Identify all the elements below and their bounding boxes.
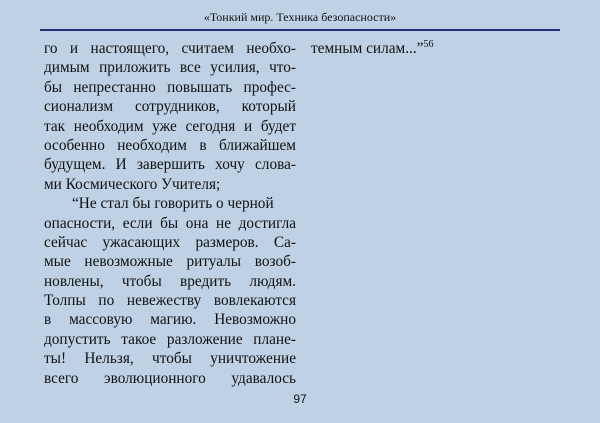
text-line-1: го и настоящего, считаем необхо- (44, 40, 296, 57)
text-line-7: будущем. И завершить хочу слова- (44, 156, 296, 174)
running-header-title: «Тонкий мир. Техника безопасности» (203, 10, 397, 24)
text-line-6: особенно необходим в ближайшем (44, 136, 296, 154)
text-line-14: Толпы по невежеству вовлекаются (44, 292, 296, 310)
header-divider (40, 29, 560, 31)
text-line-3: бы непрестанно повышать профес- (44, 78, 296, 96)
page-number: 97 (293, 392, 307, 406)
left-text-column (44, 39, 296, 388)
text-line-12: мые невозможные ритуалы возоб- (44, 253, 296, 271)
text-line-5: так необходим уже сегодня и будет (44, 117, 296, 135)
text-line-18: всего эволюционного удавалось (44, 369, 296, 387)
text-line-9-quote-start: “Не стал бы говорить о черной (72, 195, 274, 213)
text-line-8: ми Космического Учителя; (44, 175, 221, 193)
text-line-10: опасности, если бы она не достигла (44, 214, 296, 232)
right-text-column (311, 39, 556, 58)
text-line-4: сионализм сотрудников, который (44, 98, 296, 116)
text-line-15: в массовую магию. Невозможно (44, 311, 296, 329)
quote-ending-text: темным силам...” (311, 40, 424, 57)
footnote-reference[interactable]: 56 (423, 39, 434, 50)
text-line-17: ты! Нельзя, чтобы уничтожение (44, 350, 296, 368)
text-line-13: новлены, чтобы вредить людям. (44, 272, 296, 290)
text-line-16: допустить такое разложение плане- (44, 330, 296, 348)
text-line-11: сейчас ужасающих размеров. Са- (44, 233, 296, 251)
text-line-2: димым приложить все усилия, что- (44, 59, 296, 77)
